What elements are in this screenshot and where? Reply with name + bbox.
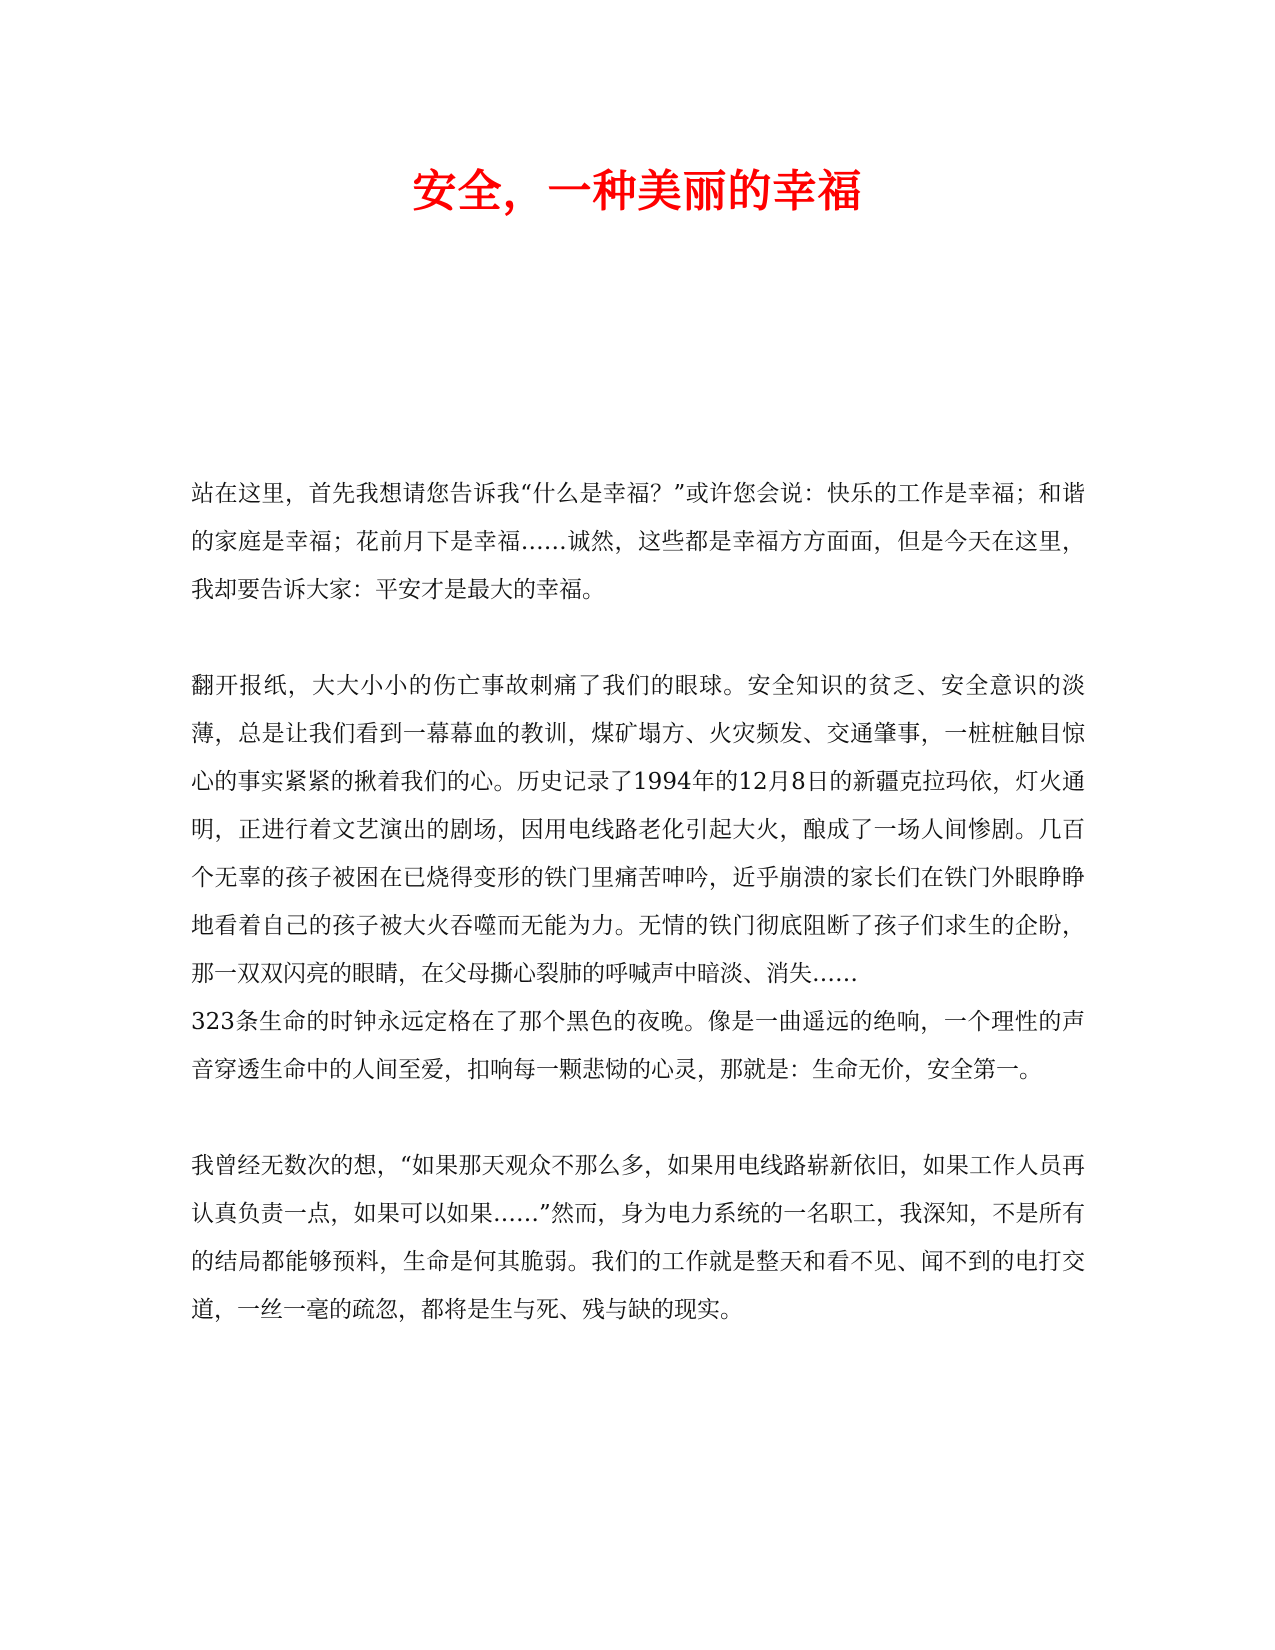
paragraph-4: 我曾经无数次的想，“如果那天观众不那么多，如果用电线路崭新依旧，如果工作人员再认真负责一点，如果可以如果……”然而，身为电力系统的一名职工，我深知，不是所有的结局都能够预料，生命是何其脆弱。我们的工作就是整天和看不见、闻不到的电打交道，一丝一毫的疏忽，都将是生与死、残与缺的现实。 <box>191 1153 1085 1323</box>
paragraph-3: 323条生命的时钟永远定格在了那个黑色的夜晚。像是一曲遥远的绝响，一个理性的声音穿透生命中的人间至爱，扣响每一颗悲恸的心灵，那就是：生命无价，安全第一。 <box>191 1009 1085 1083</box>
paragraph-2: 翻开报纸，大大小小的伤亡事故刺痛了我们的眼球。安全知识的贫乏、安全意识的淡薄，总是让我们看到一幕幕血的教训，煤矿塌方、火灾频发、交通肇事，一桩桩触目惊心的事实紧紧的揪着我们的心。历史记录了1994年的12月8日的新疆克拉玛依，灯火通明，正进行着文艺演出的剧场，因用电线路老化引起大火，酿成了一场人间惨剧。几百个无辜的孩子被困在已烧得变形的铁门里痛苦呻吟，近乎崩溃的家长们在铁门外眼睁睁地看着自己的孩子被大火吞噬而无能为力。无情的铁门彻底阻断了孩子们求生的企盼，那一双双闪亮的眼睛，在父母撕心裂肺的呼喊声中暗淡、消失…… <box>191 673 1085 987</box>
paragraph-spacer <box>191 1094 1085 1142</box>
paragraph-spacer <box>191 614 1085 662</box>
document-body <box>191 470 1085 1334</box>
paragraph-1: 站在这里，首先我想请您告诉我“什么是幸福？”或许您会说：快乐的工作是幸福；和谐的家庭是幸福；花前月下是幸福……诚然，这些都是幸福方方面面，但是今天在这里，我却要告诉大家：平安才是最大的幸福。 <box>191 481 1085 603</box>
document-title: 安全，一种美丽的幸福 <box>412 166 863 217</box>
